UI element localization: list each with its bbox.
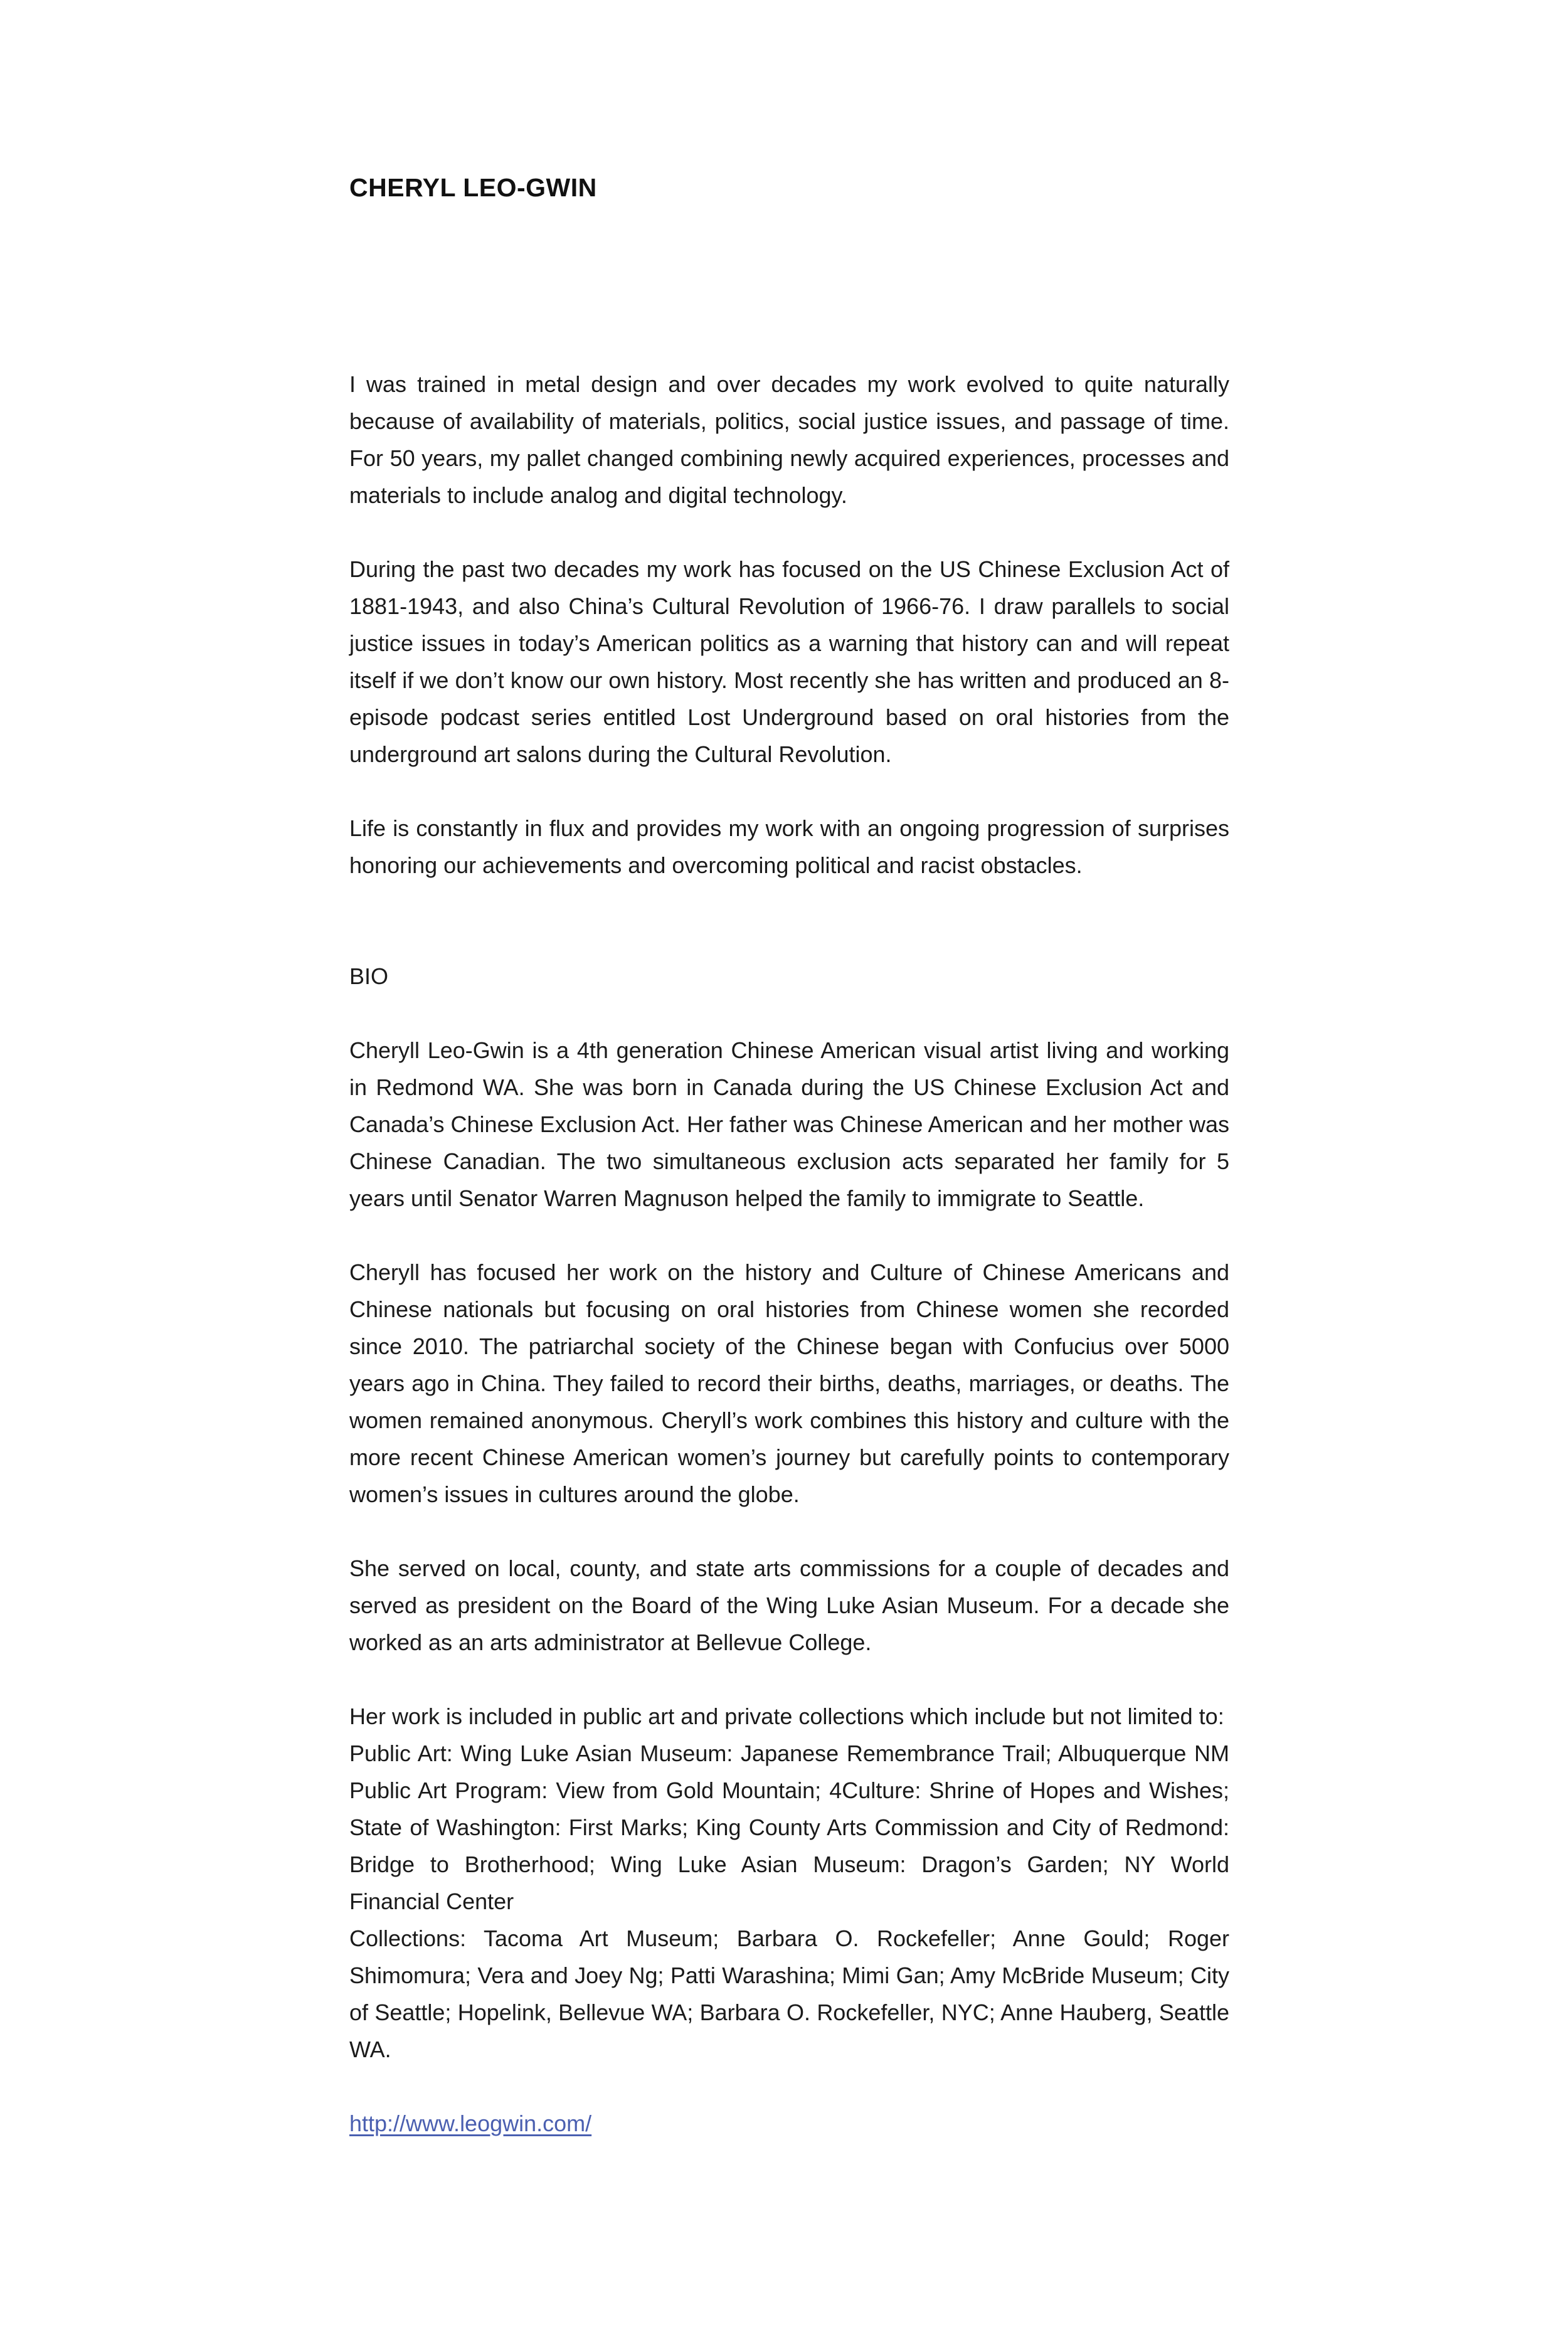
bio-paragraph-3: She served on local, county, and state arts commissions for a couple of decades and served as president on the Board of the Wing Luke Asian Museum. For a decade she worked as an arts administrator at Bellevue College. [349, 1555, 1229, 1655]
statement-paragraph-1: I was trained in metal design and over decades my work evolved to quite naturally because of availability of materials, politics, social justice issues, and passage of time. For 50 years, my pallet changed combining newly acquired experiences, processes and materials to include analog and digital technology. [349, 371, 1229, 508]
bio-paragraph-1: Cheryll Leo-Gwin is a 4th generation Chinese American visual artist living and working in Redmond WA. She was born in Canada during the US Chinese Exclusion Act and Canada’s Chinese Exclusion Act. Her father was Chinese American and her mother was Chinese Canadian. The two simultaneous exclusion acts separated her family for 5 years until Senator Warren Magnuson helped the family to immigrate to Seattle. [349, 1037, 1229, 1211]
statement-paragraph-2: During the past two decades my work has focused on the US Chinese Exclusion Act of 1881-1943, and also China’s Cultural Revolution of 1966-76. I draw parallels to social justice issues in today’s American politics as a warning that history can and will repeat itself if we don’t know our own history. Most recently she has written and produced an 8-episode podcast series entitled Lost Underground based on oral histories from the underground art salons during the Cultural Revolution. [349, 556, 1229, 767]
document-body [349, 366, 1229, 2142]
bio-heading: BIO [349, 963, 389, 989]
bio-paragraph-2: Cheryll has focused her work on the history and Culture of Chinese Americans and Chinese nationals but focusing on oral histories from Chinese women she recorded since 2010. The patriarchal society of the Chinese began with Confucius over 5000 years ago in China. They failed to record their births, deaths, marriages, or deaths. The women remained anonymous. Cheryll’s work combines this history and culture with the more recent Chinese American women’s journey but carefully points to contemporary women’s issues in cultures around the globe. [349, 1259, 1229, 1507]
spacer [349, 1513, 1229, 1550]
spacer [349, 1661, 1229, 1698]
spacer [349, 773, 1229, 810]
spacer [349, 2068, 1229, 2105]
spacer [349, 1217, 1229, 1254]
public-art-list: Public Art: Wing Luke Asian Museum: Japanese Remembrance Trail; Albuquerque NM Public Art Program: View from Gold Mountain; 4Culture: Shrine of Hopes and Wishes; State of Washington: First Marks; King County Arts Commission and City of Redmond: Bridge to Brotherhood; Wing Luke Asian Museum: Dragon’s Garden; NY World Financial Center [349, 1740, 1229, 1914]
collections-list: Collections: Tacoma Art Museum; Barbara O. Rockefeller; Anne Gould; Roger Shimomura; Vera and Joey Ng; Patti Warashina; Mimi Gan; Amy McBride Museum; City of Seattle; Hopelink, Bellevue WA; Barbara O. Rockefeller, NYC; Anne Hauberg, Seattle WA. [349, 1926, 1229, 2062]
spacer [349, 995, 1229, 1032]
spacer [349, 514, 1229, 551]
spacer [349, 884, 1229, 958]
artist-name-title: CHERYL LEO-GWIN [349, 173, 597, 202]
collections-intro: Her work is included in public art and private collections which include but not limited to: [349, 1703, 1224, 1729]
website-link[interactable]: http://www.leogwin.com/ [349, 2111, 592, 2136]
statement-paragraph-3: Life is constantly in flux and provides my work with an ongoing progression of surprises honoring our achievements and overcoming political and racist obstacles. [349, 815, 1229, 878]
